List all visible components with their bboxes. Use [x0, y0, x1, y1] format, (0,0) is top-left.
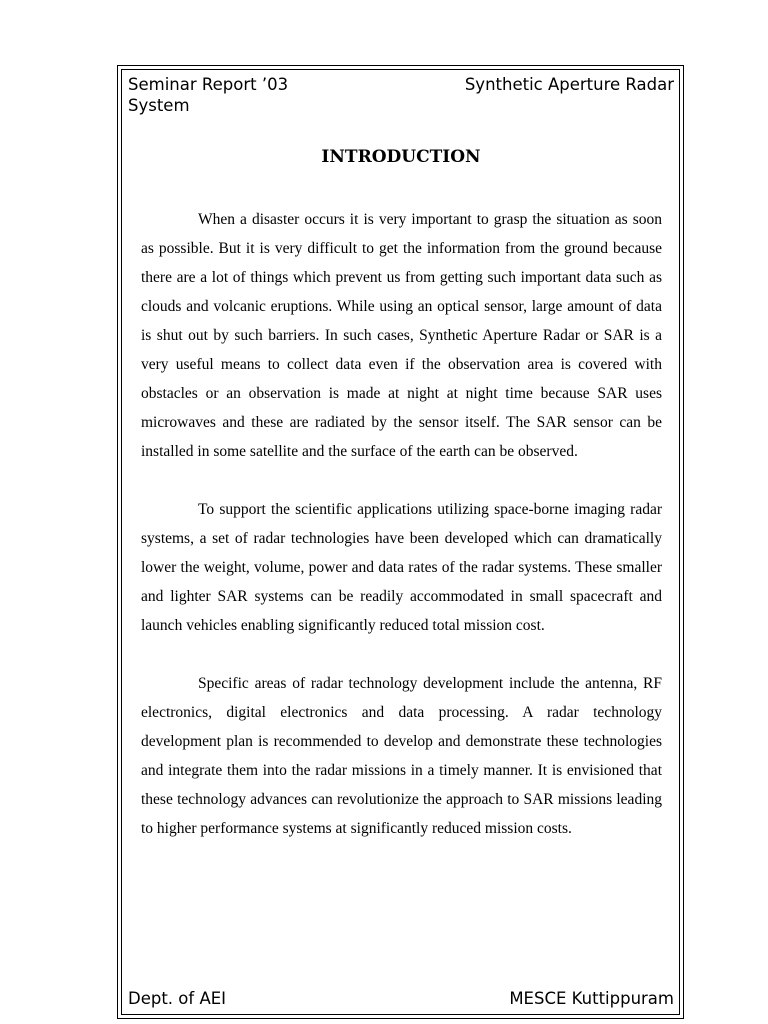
paragraph-1: When a disaster occurs it is very important to grasp the situation as soon as possible. But it is very difficult to get the information from the ground because there are a lot of things which prevent us from getting such important data such as clouds and volcanic eruptions. While using an optical sensor, large amount of data is shut out by such barriers. In such cases, Synthetic Aperture Radar or SAR is a very useful means to collect data even if the observation area is covered with obstacles or an observation is made at night at night time because SAR uses microwaves and these are radiated by the sensor itself. The SAR sensor can be installed in some satellite and the surface of the earth can be observed.	[141, 211, 662, 460]
footer-department: Dept. of AEI	[128, 989, 227, 1008]
header-topic-label: Synthetic Aperture Radar	[464, 75, 674, 94]
section-title: INTRODUCTION	[321, 147, 481, 167]
header-report-label: Seminar Report ’03	[128, 75, 289, 94]
paragraph-3: Specific areas of radar technology development include the antenna, RF electronics, digital electronics and data processing. A radar technology development plan is recommended to develop and demonstrate these technologies and integrate them into the radar missions in a timely manner. It is envisioned that these technology advances can revolutionize the approach to SAR missions leading to higher performance systems at significantly reduced mission costs.	[141, 675, 662, 837]
header-topic-continuation: System	[128, 96, 190, 115]
paragraph-2: To support the scientific applications utilizing space-borne imaging radar systems, a set of radar technologies have been developed which can dramatically lower the weight, volume, power and data rates of the radar systems. These smaller and lighter SAR systems can be readily accommodated in small spacecraft and launch vehicles enabling significantly reduced total mission cost.	[141, 501, 662, 634]
body-text	[141, 205, 662, 872]
page-footer	[128, 988, 674, 1010]
footer-institution: MESCE Kuttippuram	[509, 989, 674, 1008]
page-header	[128, 74, 674, 116]
